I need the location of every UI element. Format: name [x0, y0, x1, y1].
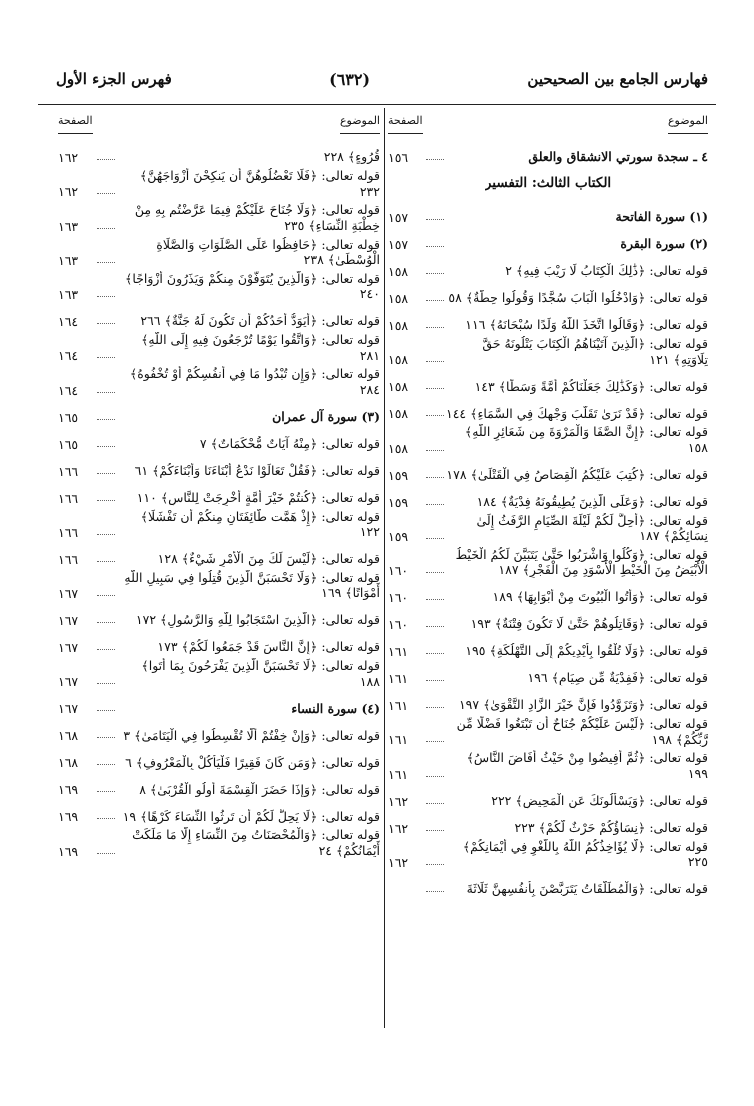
index-entry — [58, 826, 380, 860]
dot-leader — [426, 707, 444, 708]
index-entry — [58, 454, 380, 481]
entry-list — [388, 140, 708, 899]
entry-page-number: ١٦٦ — [58, 551, 79, 567]
entry-page-number: ١٥٩ — [388, 494, 409, 510]
dot-leader — [426, 653, 444, 654]
topic-column-label: الموضوع — [668, 112, 708, 134]
index-entry — [388, 872, 708, 899]
dot-leader — [426, 246, 444, 247]
entry-topic: (٤) سورة النساء — [291, 700, 380, 716]
index-entry — [388, 838, 708, 872]
entry-page-number: ١٦٨ — [58, 728, 79, 744]
dot-leader — [426, 300, 444, 301]
entry-page-number: ١٦٢ — [388, 793, 409, 809]
entry-page-number: ١٦٧ — [58, 674, 79, 690]
dot-leader — [426, 159, 444, 160]
index-column-right — [388, 112, 708, 1072]
entry-page-number: ١٦٢ — [388, 854, 409, 870]
entry-topic: قوله تعالى: ﴿وَمَن كَانَ فَقِيرًا فَلْيَأْكُلْ بِالْمَعْرُوفِ﴾ ٦ — [125, 754, 380, 770]
chapter-entry — [58, 400, 380, 427]
dot-leader — [426, 327, 444, 328]
index-entry — [388, 369, 708, 396]
entry-page-number: ١٦٢ — [58, 150, 79, 165]
entry-page-number: ١٦٢ — [58, 184, 79, 200]
index-entry — [58, 718, 380, 745]
dot-leader — [426, 538, 444, 539]
index-entry — [58, 657, 380, 691]
page-column-label: الصفحة — [58, 112, 93, 134]
index-entry — [388, 458, 708, 485]
entry-topic: قوله تعالى: ﴿وَالْمُطَلَّقَاتُ يَتَرَبَّصْنَ بِأَنفُسِهِنَّ ثَلَاثَةَ — [466, 881, 708, 897]
entry-topic: قوله تعالى: ﴿فَقُلْ تَعَالَوْا نَدْعُ أَبْنَاءَنَا وَأَبْنَاءَكُمْ﴾ ٦١ — [134, 462, 380, 478]
entry-topic: قوله تعالى: ﴿لَيْسَ لَكَ مِنَ الْأَمْرِ شَيْءٌ﴾ ١٢٨ — [157, 551, 380, 567]
index-entry — [388, 335, 708, 369]
entry-page-number: ١٦٦ — [58, 463, 79, 479]
index-entry — [58, 542, 380, 569]
entry-page-number: ١٥٧ — [388, 237, 409, 252]
chapter-entry — [388, 200, 708, 227]
index-entry — [58, 481, 380, 508]
dot-leader — [97, 791, 115, 792]
entry-topic: (٣) سورة آل عمران — [272, 408, 380, 424]
entry-topic: قوله تعالى: ﴿قَدْ نَرَىٰ تَقَلُّبَ وَجْهِكَ فِي السَّمَاءِ﴾ ١٤٤ — [446, 405, 708, 421]
entry-topic: قوله تعالى: ﴿لَيْسَ عَلَيْكُمْ جُنَاحٌ أَن تَبْتَغُوا فَضْلًا مِّن رَّبِّكُمْ﴾ ١٩٨ — [456, 716, 708, 747]
dot-leader — [97, 710, 115, 711]
entry-page-number: ١٥٨ — [388, 379, 409, 395]
index-entry — [388, 281, 708, 308]
dot-leader — [97, 500, 115, 501]
dot-leader — [97, 473, 115, 474]
entry-topic: قوله تعالى: ﴿فَلَا تَعْضُلُوهُنَّ أَن يَنكِحْنَ أَزْوَاجَهُنَّ﴾ ٢٣٢ — [139, 168, 380, 199]
dot-leader — [426, 415, 444, 416]
page-header — [56, 62, 708, 96]
entry-topic: قوله تعالى: ﴿وَلَا تُلْقُوا بِأَيْدِيكُمْ إِلَى التَّهْلُكَةِ﴾ ١٩٥ — [465, 643, 708, 659]
dot-leader — [426, 388, 444, 389]
entry-topic: قوله تعالى: ﴿أُحِلَّ لَكُمْ لَيْلَةَ الصِّيَامِ الرَّفَثُ إِلَىٰ نِسَائِكُمْ﴾ ١٨٧ — [476, 512, 708, 544]
dot-leader — [97, 228, 115, 229]
entry-page-number: ١٦٠ — [388, 563, 409, 578]
entry-topic: قوله تعالى: ﴿وَكَذَٰلِكَ جَعَلْنَاكُمْ أُمَّةً وَسَطًا﴾ ١٤٣ — [474, 378, 708, 394]
dot-leader — [97, 534, 115, 535]
entry-topic: (١) سورة الفاتحة — [615, 209, 708, 225]
entry-topic: قوله تعالى: ﴿وَقَاتِلُوهُمْ حَتَّىٰ لَا تَكُونَ فِتْنَةٌ﴾ ١٩٣ — [470, 616, 708, 632]
dot-leader — [97, 193, 115, 194]
entry-topic: قوله تعالى: ﴿لَا تَحْسَبَنَّ الَّذِينَ يَفْرَحُونَ بِمَا أَتَوا﴾ ١٨٨ — [141, 658, 380, 689]
entry-page-number: ١٦٩ — [58, 843, 79, 859]
index-entry — [388, 688, 708, 715]
entry-topic: قوله تعالى: ﴿وَعَلَى الَّذِينَ يُطِيقُونَهُ فِدْيَةٌ﴾ ١٨٤ — [476, 493, 708, 509]
index-entry — [58, 569, 380, 603]
index-entry — [58, 603, 380, 630]
entry-topic: قوله تعالى: ﴿الَّذِينَ اسْتَجَابُوا لِلَّهِ وَالرَّسُولِ﴾ ١٧٢ — [135, 612, 380, 628]
section-heading — [388, 167, 708, 200]
running-title-left: فهرس الجزء الأول — [56, 70, 172, 88]
index-entry — [388, 580, 708, 607]
dot-leader — [426, 891, 444, 892]
dot-leader — [97, 323, 115, 324]
entry-topic: قوله تعالى: ﴿كُتِبَ عَلَيْكُمُ الْقِصَاصُ فِي الْقَتْلَىٰ﴾ ١٧٨ — [446, 466, 708, 482]
entry-page-number: ١٥٨ — [388, 291, 409, 306]
entry-page-number: ١٦٥ — [58, 409, 79, 425]
dot-leader — [426, 273, 444, 274]
entry-topic: قوله تعالى: ﴿الَّذِينَ آتَيْنَاهُمُ الْكِتَابَ يَتْلُونَهُ حَقَّ تِلَاوَتِهِ﴾ ١٢١ — [482, 336, 708, 367]
dot-leader — [426, 572, 444, 573]
entry-page-number: ١٦٣ — [58, 252, 79, 268]
index-entry — [388, 784, 708, 811]
index-entry — [388, 485, 708, 512]
index-entry — [58, 270, 380, 304]
entry-page-number: ١٥٦ — [388, 150, 409, 165]
entry-topic: قوله تعالى: ﴿لَا يَحِلُّ لَكُمْ أَن تَرِثُوا النِّسَاءَ كَرْهًا﴾ ١٩ — [122, 808, 380, 824]
index-entry — [58, 630, 380, 657]
entry-topic: قوله تعالى: ﴿وَإِذَا حَضَرَ الْقِسْمَةَ أُولُو الْقُرْبَىٰ﴾ ٨ — [139, 781, 380, 797]
dot-leader — [426, 477, 444, 478]
index-entry — [388, 661, 708, 688]
index-column-left — [58, 112, 380, 1072]
index-entry — [388, 546, 708, 580]
entry-topic: قوله تعالى: ﴿وَاتَّقُوا يَوْمًا تُرْجَعُونَ فِيهِ إِلَى اللَّهِ﴾ ٢٨١ — [141, 332, 380, 363]
dot-leader — [426, 776, 444, 777]
index-entry — [388, 811, 708, 838]
entry-topic: قوله تعالى: ﴿أَيَوَدُّ أَحَدُكُمْ أَن تَكُونَ لَهُ جَنَّةٌ﴾ ٢٦٦ — [140, 313, 380, 329]
entry-topic: قوله تعالى: ﴿وَإِن تُبْدُوا مَا فِي أَنفُسِكُمْ أَوْ تُخْفُوهُ﴾ ٢٨٤ — [129, 366, 380, 397]
index-entry — [58, 772, 380, 799]
dot-leader — [97, 419, 115, 420]
entry-page-number: ١٥٨ — [388, 440, 409, 456]
entry-page-number: ١٦٩ — [58, 782, 79, 798]
column-header — [388, 112, 708, 140]
index-entry — [388, 512, 708, 546]
index-entry — [388, 254, 708, 281]
column-header — [58, 112, 380, 140]
entry-page-number: ١٦٧ — [58, 586, 79, 601]
entry-topic: قوله تعالى: ﴿وَقَالُوا اتَّخَذَ اللَّهُ وَلَدًا سُبْحَانَهُ﴾ ١١٦ — [465, 317, 708, 333]
dot-leader — [426, 361, 444, 362]
dot-leader — [426, 450, 444, 451]
dot-leader — [426, 741, 444, 742]
dot-leader — [97, 159, 115, 160]
index-entry — [58, 304, 380, 331]
dot-leader — [97, 392, 115, 393]
index-entry — [388, 749, 708, 783]
entry-topic: قوله تعالى: ﴿إِذْ هَمَّت طَّائِفَتَانِ مِنكُمْ أَن تَفْشَلَا﴾ ١٢٢ — [140, 508, 380, 540]
index-entry — [58, 745, 380, 772]
index-entry — [388, 634, 708, 661]
entry-page-number: ١٦٨ — [58, 755, 79, 771]
page-column-label: الصفحة — [388, 112, 423, 134]
entry-page-number: ١٦١ — [388, 671, 409, 686]
index-entry — [58, 799, 380, 826]
entry-page-number: ١٦١ — [388, 644, 409, 659]
dot-leader — [97, 357, 115, 358]
dot-leader — [97, 595, 115, 596]
entry-topic: (٢) سورة البقرة — [620, 236, 708, 252]
entry-topic: قوله تعالى: ﴿ثُمَّ أَفِيضُوا مِنْ حَيْثُ أَفَاضَ النَّاسُ﴾ ١٩٩ — [466, 750, 708, 781]
dot-leader — [426, 219, 444, 220]
chapter-entry — [58, 691, 380, 718]
dot-leader — [97, 296, 115, 297]
entry-page-number: ١٥٩ — [388, 467, 409, 483]
entry-page-number: ١٦٠ — [388, 617, 409, 632]
index-entry — [58, 140, 380, 167]
entry-page-number: ١٦١ — [388, 732, 409, 748]
index-entry — [58, 427, 380, 454]
running-title-right: فهارس الجامع بين الصحيحين — [527, 70, 708, 88]
entry-topic: قوله تعالى: ﴿فَفِدْيَةٌ مِّن صِيَامٍ﴾ ١٩٦ — [527, 670, 708, 686]
index-entry — [58, 167, 380, 201]
entry-topic: قوله تعالى: ﴿كُنتُمْ خَيْرَ أُمَّةٍ أُخْرِجَتْ لِلنَّاسِ﴾ ١١٠ — [136, 489, 380, 505]
entry-topic: قوله تعالى: ﴿حَافِظُوا عَلَى الصَّلَوَاتِ وَالصَّلَاةِ الْوُسْطَىٰ﴾ ٢٣٨ — [156, 236, 380, 268]
entry-topic: قوله تعالى: ﴿وَادْخُلُوا الْبَابَ سُجَّدًا وَقُولُوا حِطَّةٌ﴾ ٥٨ — [448, 290, 708, 306]
entry-topic: قوله تعالى: ﴿إِنَّ الصَّفَا وَالْمَرْوَةَ مِن شَعَائِرِ اللَّهِ﴾ ١٥٨ — [464, 424, 708, 455]
index-entry — [388, 715, 708, 749]
chapter-entry — [388, 140, 708, 167]
entry-topic: ٤ ـ سجدة سورتي الانشقاق والعلق — [528, 149, 708, 165]
index-entry — [388, 607, 708, 634]
dot-leader — [97, 649, 115, 650]
entry-page-number: ١٦٥ — [58, 436, 79, 452]
dot-leader — [97, 764, 115, 765]
entry-page-number: ١٦٣ — [58, 287, 79, 302]
index-entry — [58, 236, 380, 270]
index-entry — [58, 201, 380, 235]
entry-page-number: ١٦٤ — [58, 382, 79, 398]
entry-page-number: ١٦٩ — [58, 809, 79, 825]
index-entry — [58, 508, 380, 542]
entry-page-number: ١٦٧ — [58, 640, 79, 655]
index-entry — [58, 331, 380, 365]
dot-leader — [97, 446, 115, 447]
dot-leader — [426, 599, 444, 600]
entry-page-number: ١٦١ — [388, 698, 409, 713]
index-entry — [388, 308, 708, 335]
entry-page-number: ١٦٧ — [58, 701, 79, 717]
entry-page-number: ١٥٩ — [388, 528, 409, 544]
entry-topic: قوله تعالى: ﴿وَإِنْ خِفْتُمْ أَلَّا تُقْسِطُوا فِي الْيَتَامَىٰ﴾ ٣ — [123, 727, 380, 743]
dot-leader — [426, 626, 444, 627]
dot-leader — [97, 818, 115, 819]
entry-page-number: ١٦٠ — [388, 590, 409, 605]
entry-topic: قوله تعالى: ﴿إِنَّ النَّاسَ قَدْ جَمَعُوا لَكُمْ﴾ ١٧٣ — [157, 639, 380, 655]
entry-topic: قُرُوءٍ﴾ ٢٢٨ — [323, 149, 380, 165]
entry-topic: قوله تعالى: ﴿وَالْمُحْصَنَاتُ مِنَ النِّسَاءِ إِلَّا مَا مَلَكَتْ أَيْمَانُكُمْ﴾ ٢٤ — [132, 827, 380, 858]
header-rule — [38, 104, 716, 105]
entry-page-number: ١٥٧ — [388, 210, 409, 225]
entry-page-number: ١٦٣ — [58, 218, 79, 234]
entry-topic: قوله تعالى: ﴿وَيَسْأَلُونَكَ عَنِ الْمَحِيضِ﴾ ٢٢٢ — [491, 792, 708, 808]
entry-page-number: ١٥٨ — [388, 318, 409, 333]
entry-topic: قوله تعالى: ﴿وَتَزَوَّدُوا فَإِنَّ خَيْرَ الزَّادِ التَّقْوَىٰ﴾ ١٩٧ — [458, 697, 708, 713]
entry-topic: قوله تعالى: ﴿لَّا يُؤَاخِذُكُمُ اللَّهُ بِاللَّغْوِ فِي أَيْمَانِكُمْ﴾ ٢٢٥ — [462, 838, 708, 870]
entry-page-number: ١٥٨ — [388, 406, 409, 422]
dot-leader — [97, 683, 115, 684]
entry-page-number: ١٦٦ — [58, 490, 79, 506]
dot-leader — [426, 803, 444, 804]
entry-page-number: ١٦٤ — [58, 314, 79, 329]
page-number: (٦٣٢) — [329, 69, 371, 89]
index-entry — [58, 365, 380, 399]
entry-page-number: ١٦١ — [388, 766, 409, 782]
dot-leader — [97, 737, 115, 738]
dot-leader — [426, 504, 444, 505]
entry-topic: قوله تعالى: ﴿نِسَاؤُكُمْ حَرْثٌ لَّكُمْ﴾ ٢٢٣ — [514, 819, 708, 835]
entry-topic: قوله تعالى: ﴿مِنْهُ آيَاتٌ مُّحْكَمَاتٌ﴾ ٧ — [199, 435, 380, 451]
dot-leader — [426, 830, 444, 831]
entry-topic: قوله تعالى: ﴿ذَٰلِكَ الْكِتَابُ لَا رَيْبَ فِيهِ﴾ ٢ — [505, 263, 708, 279]
column-divider — [384, 108, 385, 1028]
entry-topic: الكتاب الثالث: التفسير — [484, 174, 612, 191]
entry-page-number: ١٦٧ — [58, 613, 79, 628]
dot-leader — [97, 561, 115, 562]
dot-leader — [426, 864, 444, 865]
entry-list — [58, 140, 380, 861]
entry-topic: قوله تعالى: ﴿وَلَا تَحْسَبَنَّ الَّذِينَ قُتِلُوا فِي سَبِيلِ اللَّهِ أَمْوَاتًا﴾ ١٦٩ — [124, 569, 380, 601]
entry-page-number: ١٦٤ — [58, 348, 79, 364]
dot-leader — [97, 622, 115, 623]
dot-leader — [97, 262, 115, 263]
entry-topic: قوله تعالى: ﴿وَأْتُوا الْبُيُوتَ مِنْ أَبْوَابِهَا﴾ ١٨٩ — [492, 589, 708, 605]
entry-page-number: ١٥٨ — [388, 264, 409, 279]
chapter-entry — [388, 227, 708, 254]
entry-topic: قوله تعالى: ﴿وَالَّذِينَ يُتَوَفَّوْنَ مِنكُمْ وَيَذَرُونَ أَزْوَاجًا﴾ ٢٤٠ — [125, 270, 380, 302]
dot-leader — [97, 853, 115, 854]
entry-topic: قوله تعالى: ﴿وَكُلُوا وَاشْرَبُوا حَتَّىٰ يَتَبَيَّنَ لَكُمُ الْخَيْطُ الْأَبْيَضُ مِنَ الْخَيْطِ الْأَسْوَدِ مِنَ الْفَجْرِ﴾ ١٨٧ — [455, 546, 708, 578]
entry-page-number: ١٦٦ — [58, 524, 79, 540]
index-entry — [388, 396, 708, 423]
dot-leader — [426, 680, 444, 681]
index-entry — [388, 423, 708, 457]
entry-page-number: ١٥٨ — [388, 352, 409, 368]
entry-topic: قوله تعالى: ﴿وَلَا جُنَاحَ عَلَيْكُمْ فِيمَا عَرَّضْتُم بِهِ مِنْ خِطْبَةِ النِّسَاءِ﴾ ٢٣٥ — [134, 202, 380, 233]
entry-page-number: ١٦٢ — [388, 820, 409, 836]
topic-column-label: الموضوع — [340, 112, 380, 134]
